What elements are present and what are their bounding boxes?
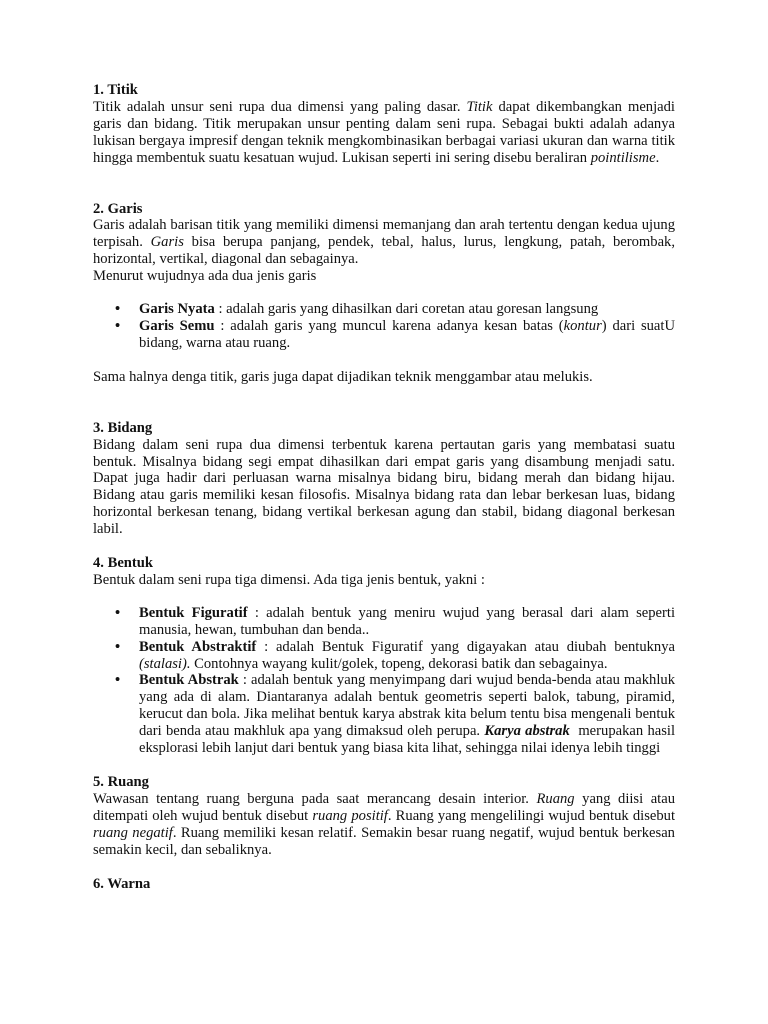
bullet-icon: • [115, 638, 121, 655]
bullet-icon: • [115, 317, 121, 334]
section-bentuk [93, 555, 675, 757]
bullet-list [93, 605, 675, 757]
list-item: • Garis Semu : adalah garis yang muncul karena adanya kesan batas (kontur) dari suatU bidang, warna atau ruang. [115, 317, 675, 351]
bullet-icon: • [115, 301, 121, 318]
section-titik [93, 82, 675, 167]
section-paragraph: Wawasan tentang ruang berguna pada saat merancang desain interior. Ruang yang diisi atau ditempati oleh wujud bentuk disebut ruang positif. Ruang yang mengelilingi wujud bentuk disebut ruang negatif. Ruang memiliki kesan relatif. Semakin besar ruang negatif, wujud bentuk berkesan semakin kecil, dan sebaliknya. [93, 790, 676, 858]
section-heading: 2. Garis [93, 200, 143, 217]
bullet-icon: • [115, 672, 121, 689]
section-heading: 5. Ruang [93, 774, 149, 790]
section-garis [93, 201, 675, 386]
list-item: • Bentuk Abstrak : adalah bentuk yang menyimpang dari wujud benda-benda atau makhluk yang ada di alam. Diantaranya adalah bentuk geometris seperti balok, tabung, piramid, kerucut dan bola. Jika melihat bentuk karya abstrak kita belum tentu bisa mengenali bentuk dari benda atau makhluk apa yang dimaksud oleh perupa. Karya abstrak merupakan hasil eksplorasi lebih lanjut dari bentuk yang biasa kita lihat, sehingga nilai idenya lebih tinggi [115, 672, 676, 757]
section-ruang [93, 774, 675, 859]
section-paragraph: Sama halnya denga titik, garis juga dapat dijadikan teknik menggambar atau melukis. [93, 368, 593, 385]
section-heading: 6. Warna [93, 875, 151, 892]
section-warna [93, 876, 675, 893]
section-paragraph: Bentuk dalam seni rupa tiga dimensi. Ada tiga jenis bentuk, yakni : [93, 571, 485, 588]
list-item: • Bentuk Abstraktif : adalah Bentuk Figuratif yang digayakan atau diubah bentuknya (stalasi). Contohnya wayang kulit/golek, topeng, dekorasi batik dan sebagainya. [115, 638, 675, 672]
section-heading: 1. Titik [93, 82, 138, 98]
section-heading: 4. Bentuk [93, 555, 154, 572]
section-heading: 3. Bidang [93, 419, 153, 436]
section-paragraph: Titik adalah unsur seni rupa dua dimensi yang paling dasar. Titik dapat dikembangkan menjadi garis dan bidang. Titik merupakan unsur penting dalam seni rupa. Sebagai bukti adalah adanya lukisan bergaya impresif dengan teknik mengkombinasikan berbagai variasi ukuran dan warna titik hingga membentuk suatu kesatuan wujud. Lukisan seperti ini sering disebu beraliran pointilisme. [93, 98, 675, 166]
bullet-icon: • [115, 604, 121, 621]
section-paragraph: Garis adalah barisan titik yang memiliki dimensi memanjang dan arah tertentu dengan kedua ujung terpisah. Garis bisa berupa panjang, pendek, tebal, halus, lurus, lengkung, patah, berombak, horizontal, vertikal, diagonal dan sebagainya. [93, 217, 675, 268]
section-paragraph: Bidang dalam seni rupa dua dimensi terbentuk karena pertautan garis yang membatasi suatu bentuk. Misalnya bidang segi empat dihasilkan dari empat garis yang disambung menjadi satu. Dapat juga hadir dari perluasan warna misalnya bidang biru, bidang merah dan bidang hijau. Bidang atau garis memiliki kesan filosofis. Misalnya bidang rata dan lebar berkesan luas, bidang horizontal berkesan tenang, bidang vertikal berkesan agung dan stabil, bidang diagonal berkesan labil. [93, 436, 675, 538]
section-bidang [93, 420, 675, 538]
list-item: • Bentuk Figuratif : adalah bentuk yang meniru wujud yang berasal dari alam seperti manusia, hewan, tumbuhan dan benda.. [115, 604, 676, 638]
bullet-list [93, 301, 675, 352]
list-item: • Garis Nyata : adalah garis yang dihasilkan dari coretan atau goresan langsung [115, 301, 599, 318]
section-paragraph: Menurut wujudnya ada dua jenis garis [93, 268, 317, 285]
